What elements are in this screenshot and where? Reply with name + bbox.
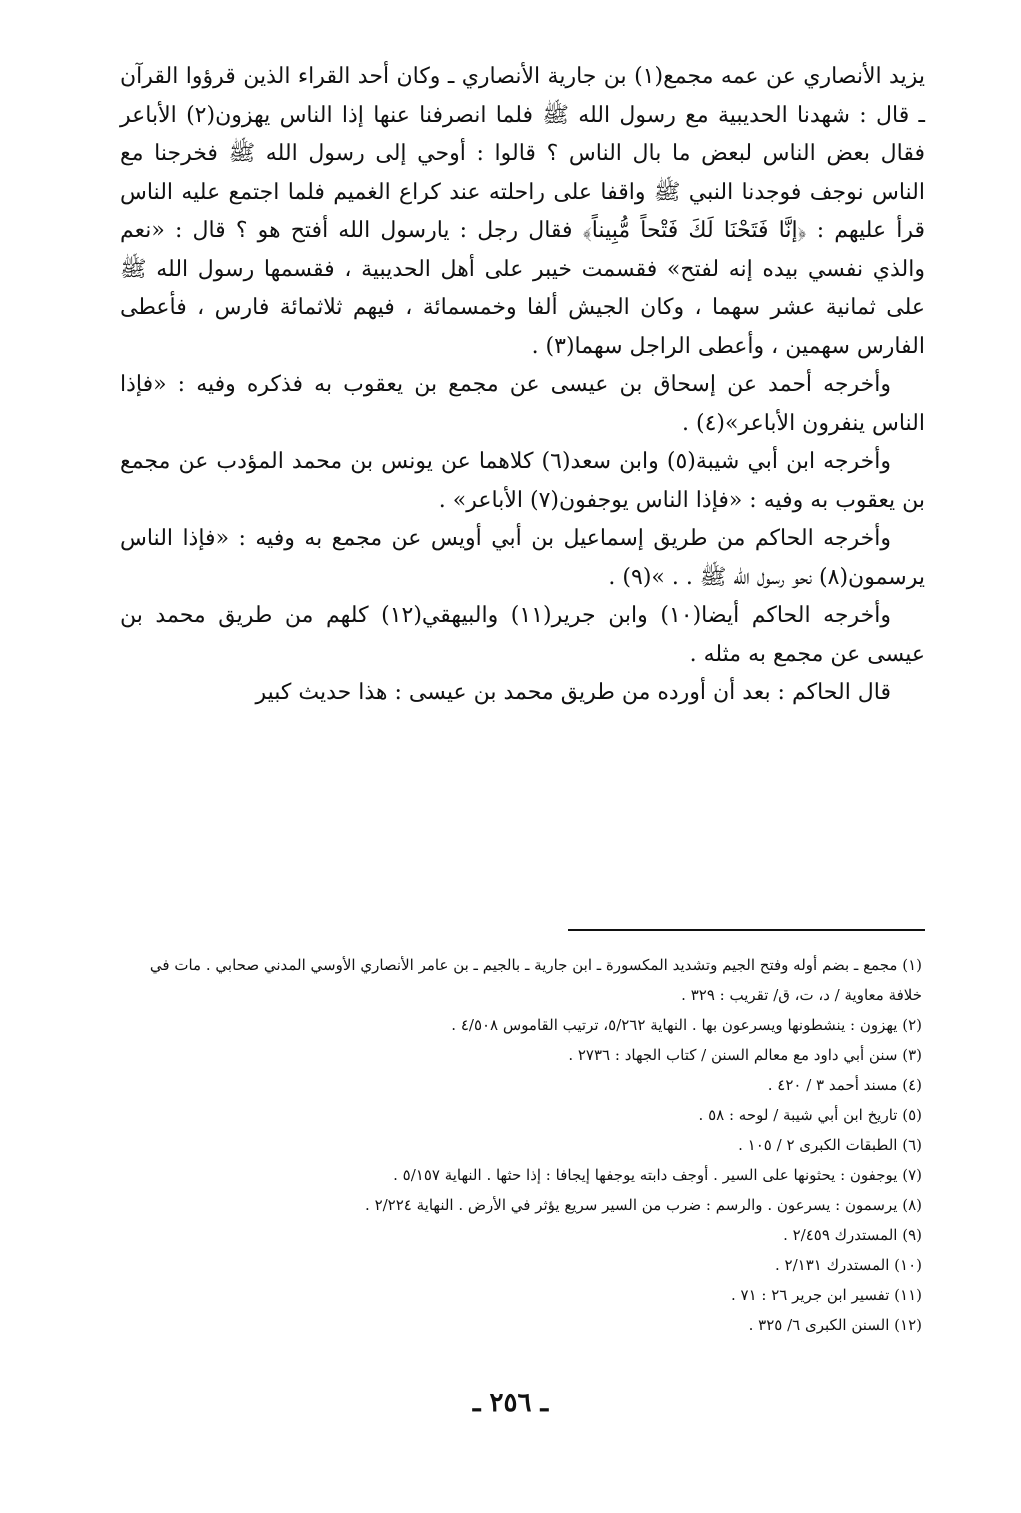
footnote-separator: [568, 929, 925, 931]
main-text: [120, 58, 925, 713]
paragraph: يزيد الأنصاري عن عمه مجمع(١) بن جارية الأنصاري ـ وكان أحد القراء الذين قرؤوا القرآن ـ قال : شهدنا الحديبية مع رسول الله ﷺ فلما انصرفنا عنها إذا الناس يهزون(٢) الأباعر فقال بعض الناس لبعض ما بال الناس ؟ قالوا : أوحي إلى رسول الله ﷺ فخرجنا مع الناس نوجف فوجدنا النبي ﷺ واقفا على راحلته عند كراع الغميم فلما اجتمع عليه الناس قرأ عليهم : ﴿إنَّا فَتَحْنَا لَكَ فَتْحاً مُّبِيناً﴾ فقال رجل : يارسول الله أفتح هو ؟ قال : «نعم والذي نفسي بيده إنه لفتح» فقسمت خيبر على أهل الحديبية ، فقسمها رسول الله ﷺ على ثمانية عشر سهما ، وكان الجيش ألفا وخمسمائة ، فيهم ثلاثمائة فارس ، فأعطى الفارس سهمين ، وأعطى الراجل سهما(٣) .: [120, 64, 925, 359]
footnote: (٥) تاريخ ابن أبي شيبة / لوحه : ٥٨ .: [698, 1106, 922, 1124]
footnote: (١٠) المستدرك ٢/١٣١ .: [775, 1256, 922, 1274]
paragraph: وأخرجه الحاكم أيضا(١٠) وابن جرير(١١) والبيهقي(١٢) كلهم من طريق محمد بن عيسى عن مجمع به مثله .: [120, 603, 925, 667]
footnotes: [140, 950, 922, 1340]
footnote: (٢) يهزون : ينشطونها ويسرعون بها . النهاية ٥/٢٦٢، ترتيب القاموس ٤/٥٠٨ .: [451, 1016, 922, 1034]
footnote: (١١) تفسير ابن جرير ٢٦ : ٧١ .: [730, 1286, 922, 1304]
paragraph: وأخرجه الحاكم من طريق إسماعيل بن أبي أويس عن مجمع به وفيه : «فإذا الناس يرسمون(٨) نحو رسول الله ﷺ . . »(٩) .: [120, 526, 925, 590]
footnote: (٩) المستدرك ٢/٤٥٩ .: [783, 1226, 922, 1244]
footnote: (١) مجمع ـ بضم أوله وفتح الجيم وتشديد المكسورة ـ ابن جارية ـ بالجيم ـ بن عامر الأنصاري الأوسي المدني صحابي . مات في خلافة معاوية / د، ت، ق/ تقريب : ٣٢٩ .: [149, 956, 922, 1004]
page-number: ـ ٢٥٦ ـ: [472, 1388, 549, 1418]
footnote: (٧) يوجفون : يحثونها على السير . أوجف دابته يوجفها إيجافا : إذا حثها . النهاية ٥/١٥٧ .: [393, 1166, 922, 1184]
footnote: (٨) يرسمون : يسرعون . والرسم : ضرب من السير سريع يؤثر في الأرض . النهاية ٢/٢٢٤ .: [365, 1196, 922, 1214]
paragraph: وأخرجه أحمد عن إسحاق بن عيسى عن مجمع بن يعقوب به فذكره وفيه : «فإذا الناس ينفرون الأباعر»(٤) .: [120, 372, 925, 436]
paragraph: قال الحاكم : بعد أن أورده من طريق محمد بن عيسى : هذا حديث كبير: [255, 680, 891, 705]
paragraph: وأخرجه ابن أبي شيبة(٥) وابن سعد(٦) كلاهما عن يونس بن محمد المؤدب عن مجمع بن يعقوب به وفيه : «فإذا الناس يوجفون(٧) الأباعر» .: [120, 449, 925, 513]
footnote: (٤) مسند أحمد ٣ / ٤٢٠ .: [767, 1076, 922, 1094]
footnote: (٦) الطبقات الكبرى ٢ / ١٠٥ .: [738, 1136, 922, 1154]
footnote: (١٢) السنن الكبرى ٦/ ٣٢٥ .: [748, 1316, 922, 1334]
footnote: (٣) سنن أبي داود مع معالم السنن / كتاب الجهاد : ٢٧٣٦ .: [568, 1046, 922, 1064]
